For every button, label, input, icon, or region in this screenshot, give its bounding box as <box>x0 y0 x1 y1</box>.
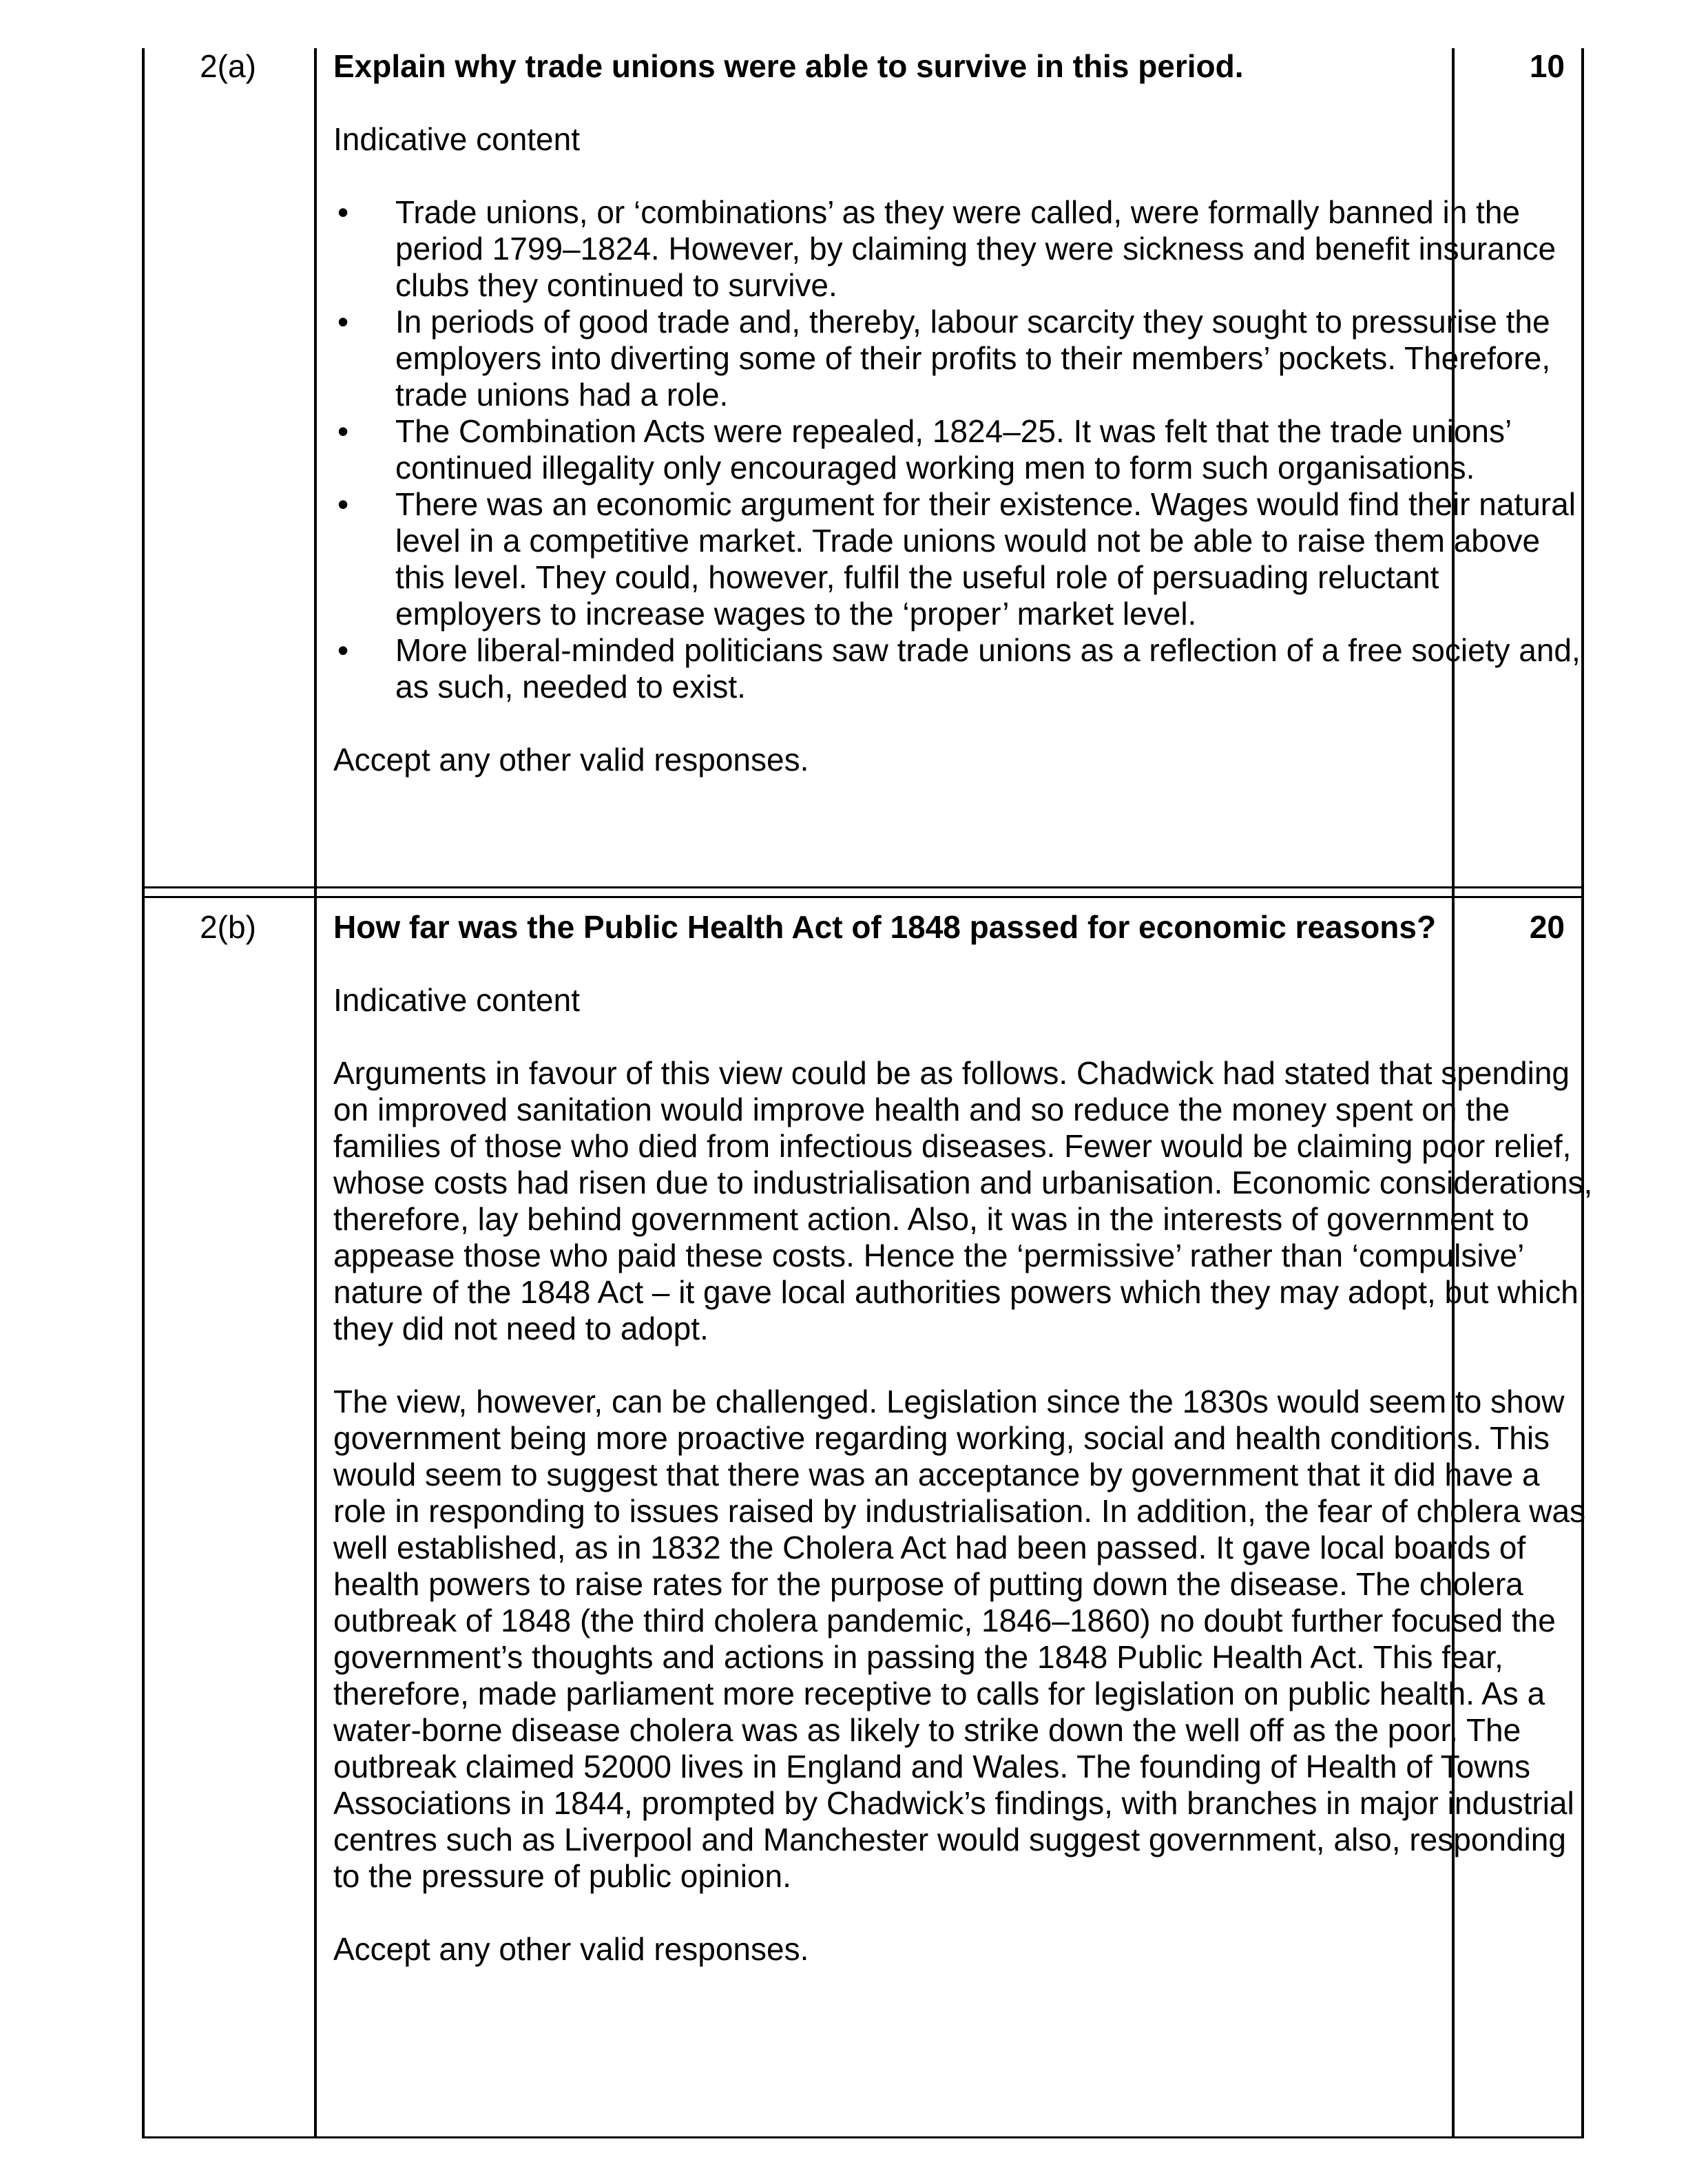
list-item: • Trade unions, or ‘combinations’ as they were called, were formally banned in the period 1799–1824. However, by claiming they were sickness and benefit insurance clubs they continued to survive. <box>337 194 1556 303</box>
question-text: How far was the Public Health Act of 1848 passed for economic reasons? <box>333 909 1437 945</box>
bullet-icon: • <box>337 632 349 668</box>
indicative-content-label: Indicative content <box>333 121 581 157</box>
question-text: Explain why trade unions were able to survive in this period. <box>333 48 1244 84</box>
bullet-icon: • <box>337 486 349 522</box>
question-content <box>333 909 1594 1968</box>
question-number: 2(a) <box>200 48 256 84</box>
answer-paragraph: Arguments in favour of this view could be as follows. Chadwick had stated that spending on improved sanitation would improve health and so reduce the money spent on the families of those who died from infectious diseases. Fewer would be claiming poor relief, whose costs had risen due to industrialisation and urbanisation. Economic considerations, therefore, lay behind government action. Also, it was in the interests of government to appease those who paid these costs. Hence the ‘permissive’ rather than ‘compulsive’ nature of the 1848 Act – it gave local authorities powers which they may adopt, but which they did not need to adopt. <box>333 1055 1593 1346</box>
bullet-icon: • <box>337 304 349 340</box>
bullet-icon: • <box>337 413 349 449</box>
indicative-content-label: Indicative content <box>333 982 581 1018</box>
row-separator-bottom <box>142 896 1584 898</box>
closing-note: Accept any other valid responses. <box>333 742 809 778</box>
question-number: 2(b) <box>200 909 256 945</box>
list-item: • More liberal-minded politicians saw trade unions as a reflection of a free society and, as such, needed to exist. <box>337 632 1581 705</box>
list-item: • There was an economic argument for their existence. Wages would find their natural level in a competitive market. Trade unions would not be able to raise them above this level. They could, however, fulfil the useful role of persuading reluctant employers to increase wages to the ‘proper’ market level. <box>337 486 1576 632</box>
table-border-bottom <box>142 2136 1584 2138</box>
mark-scheme-table <box>142 48 1593 2138</box>
question-row-2a <box>142 48 1584 886</box>
bullet-list <box>333 194 1594 705</box>
question-row-2b <box>142 909 1593 2135</box>
bullet-icon: • <box>337 194 349 230</box>
marks-value: 20 <box>1529 909 1565 945</box>
answer-paragraph: The view, however, can be challenged. Legislation since the 1830s would seem to show government being more proactive regarding working, social and health conditions. This would seem to suggest that there was an acceptance by government that it did have a role in responding to issues raised by industrialisation. In addition, the fear of cholera was well established, as in 1832 the Cholera Act had been passed. It gave local boards of health powers to raise rates for the purpose of putting down the disease. The cholera outbreak of 1848 (the third cholera pandemic, 1846–1860) no doubt further focused the government’s thoughts and actions in passing the 1848 Public Health Act. This fear, therefore, made parliament more receptive to calls for legislation on public health. As a water-borne disease cholera was as likely to strike down the well off as the poor. The outbreak claimed 52000 lives in England and Wales. The founding of Health of Towns Associations in 1844, prompted by Chadwick’s findings, with branches in major industrial centres such as Liverpool and Manchester would suggest government, also, responding to the pressure of public opinion. <box>333 1384 1586 1894</box>
closing-note: Accept any other valid responses. <box>333 1931 809 1967</box>
question-content <box>333 48 1594 778</box>
marks-value: 10 <box>1529 48 1565 84</box>
list-item: • The Combination Acts were repealed, 1824–25. It was felt that the trade unions’ continued illegality only encouraged working men to form such organisations. <box>337 413 1511 486</box>
row-separator-top <box>142 886 1584 888</box>
list-item: • In periods of good trade and, thereby, labour scarcity they sought to pressurise the employers into diverting some of their profits to their members’ pockets. Therefore, trade unions had a role. <box>337 304 1551 413</box>
